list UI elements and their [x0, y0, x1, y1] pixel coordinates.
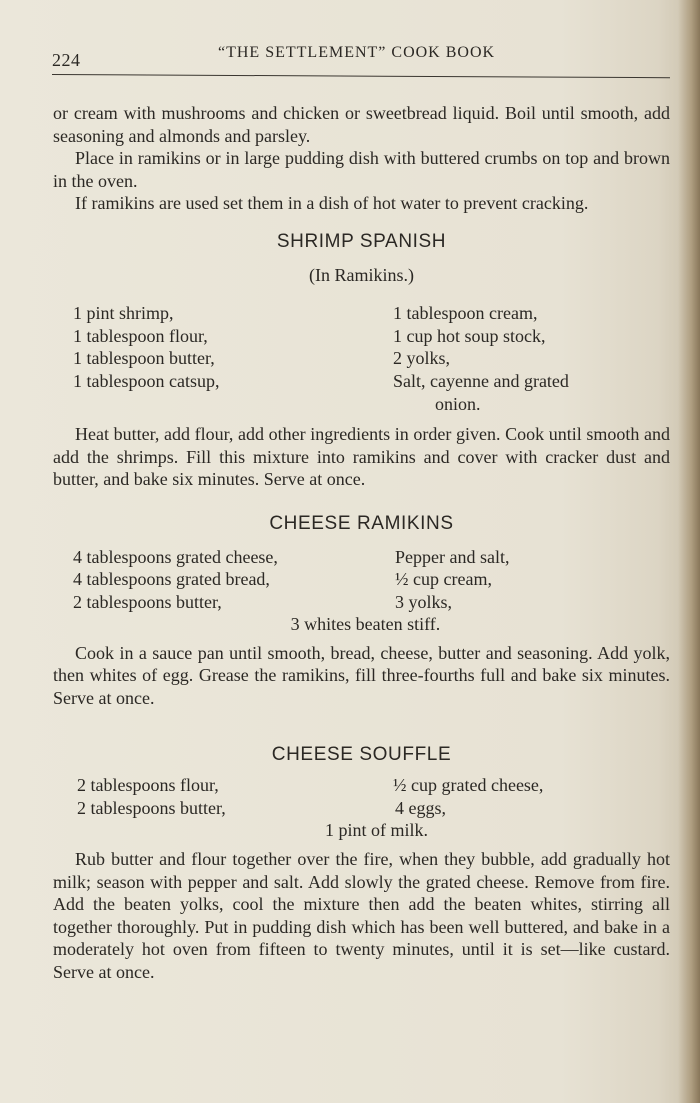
intro-paragraph-1: or cream with mushrooms and chicken or sweetbread liquid. Boil until smooth, add seasoning and almonds and parsley. [53, 103, 670, 146]
page-content [53, 102, 670, 984]
recipe-subtitle-shrimp: (In Ramikins.) [309, 264, 414, 285]
ingredient: 1 tablespoon butter, [73, 348, 215, 369]
ingredient: Pepper and salt, [395, 546, 510, 567]
running-title: “THE SETTLEMENT” COOK BOOK [218, 44, 496, 61]
recipe-title-shrimp-spanish: SHRIMP SPANISH [276, 230, 447, 252]
ingredient: Salt, cayenne and grated [393, 370, 569, 391]
ingredient-list-cheese-ramikins [53, 546, 670, 614]
ingredient-list-cheese-souffle [53, 774, 670, 819]
ingredient: 1 cup hot soup stock, [393, 325, 546, 346]
ingredient: 2 tablespoons butter, [73, 591, 222, 612]
ingredient: 4 tablespoons grated bread, [73, 569, 270, 590]
recipe-title-cheese-ramikins: CHEESE RAMIKINS [269, 512, 454, 534]
intro-paragraph-3: If ramikins are used set them in a dish of hot water to prevent cracking. [75, 193, 589, 214]
recipe-directions-cheese-ramikins: Cook in a sauce pan until smooth, bread, cheese, butter and seasoning. Add yolk, then whites of egg. Grease the ramikins, fill three-fourths full and bake six minutes. Serve at once. [53, 642, 670, 709]
header-rule [52, 74, 670, 78]
ingredient: 3 yolks, [395, 591, 453, 612]
recipe-title-cheese-souffle: CHEESE SOUFFLE [271, 743, 452, 765]
recipe-directions-shrimp: Heat butter, add flour, add other ingredients in order given. Cook until smooth and add the shrimps. Fill this mixture into ramikins and cover with cracker dust and butter, and bake six minutes. Serve at once. [53, 424, 670, 490]
ingredient: 4 tablespoons grated cheese, [73, 546, 278, 567]
ingredient-list-shrimp [53, 302, 670, 415]
ingredient: 3 whites beaten stiff. [290, 614, 441, 635]
ingredient: 4 eggs, [395, 797, 446, 818]
ingredient: ½ cup cream, [395, 569, 492, 590]
ingredient: ½ cup grated cheese, [393, 775, 544, 796]
ingredient: 1 tablespoon cream, [393, 303, 538, 324]
ingredient: 2 tablespoons flour, [77, 775, 219, 796]
page-edge-shadow [678, 0, 700, 1103]
ingredient: 1 tablespoon flour, [73, 325, 208, 346]
ingredient: 1 pint of milk. [325, 820, 428, 841]
ingredient: 1 tablespoon catsup, [73, 370, 220, 391]
recipe-directions-cheese-souffle: Rub butter and flour together over the fire, when they bubble, add gradually hot milk; season with pepper and salt. Add slowly the grated cheese. Remove from fire. Add the beaten yolks, cool the mixture then add the beaten whites, stirring all together thoroughly. Put in pudding dish which has been well buttered, and bake in a moderately hot oven from fifteen to twenty minutes, until it is set—like custard. Serve at once. [53, 849, 670, 982]
ingredient: onion. [435, 393, 481, 414]
ingredient: 1 pint shrimp, [73, 303, 174, 324]
ingredient: 2 tablespoons butter, [77, 797, 226, 818]
page-number: 224 [52, 50, 81, 70]
ingredient: 2 yolks, [393, 348, 451, 369]
intro-paragraph-2: Place in ramikins or in large pudding dish with buttered crumbs on top and brown in the oven. [53, 148, 670, 191]
page-header [52, 42, 670, 78]
